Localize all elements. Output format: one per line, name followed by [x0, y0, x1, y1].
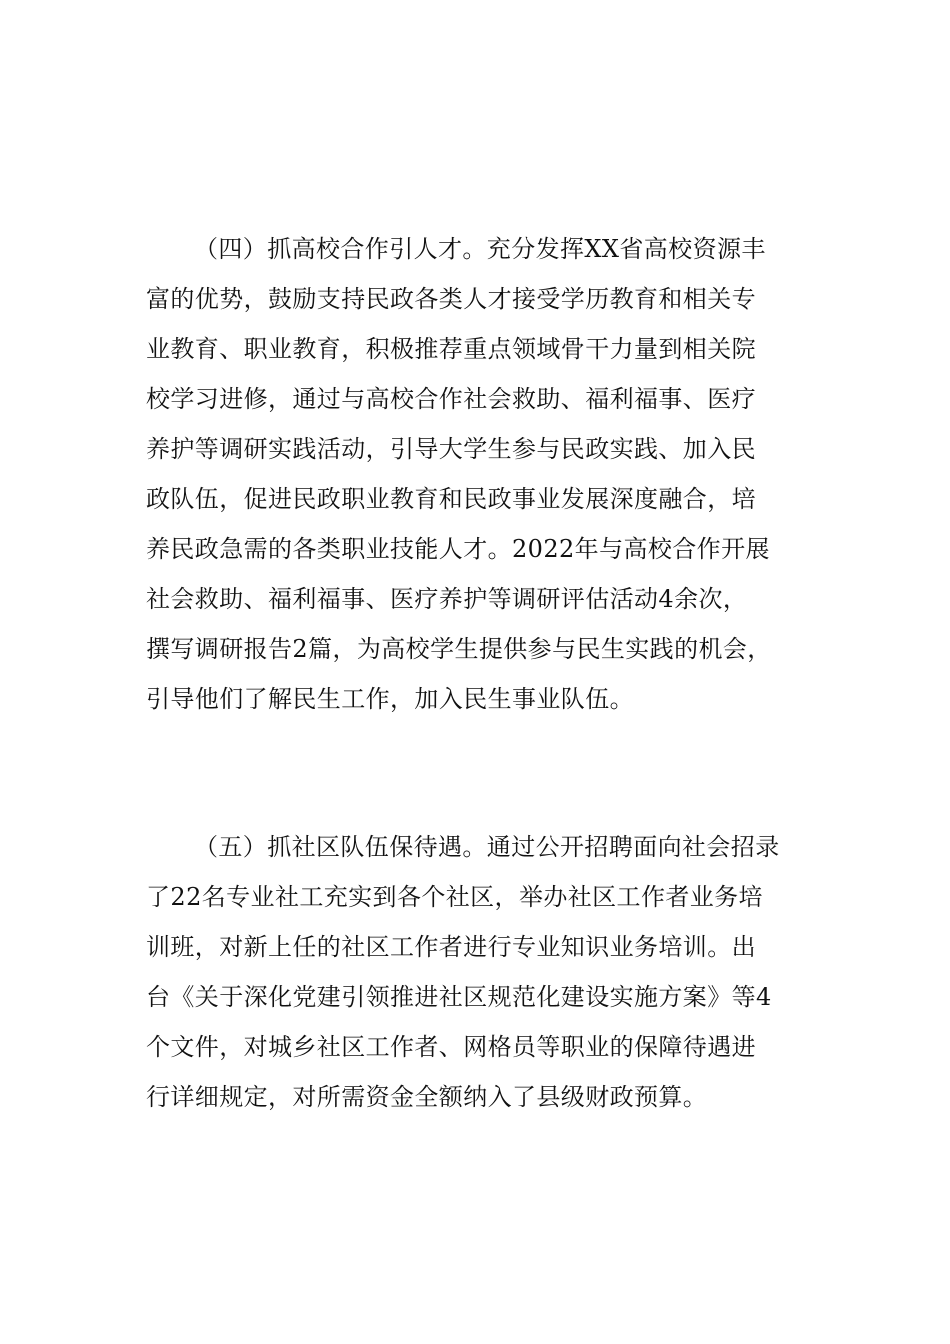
paragraph-four-line: 社会救助、福利福事、医疗养护等调研评估活动4余次， — [146, 585, 748, 613]
paragraph-four-line: 政队伍，促进民政职业教育和民政事业发展深度融合，培 — [146, 485, 756, 513]
paragraph-four-line: 撰写调研报告2篇，为高校学生提供参与民生实践的机会， — [146, 635, 772, 663]
paragraph-four-line: 养护等调研实践活动，引导大学生参与民政实践、加入民 — [146, 435, 756, 463]
paragraph-five-line: 训班，对新上任的社区工作者进行专业知识业务培训。出 — [146, 933, 756, 961]
paragraph-five-line: 台《关于深化党建引领推进社区规范化建设实施方案》等4 — [146, 983, 772, 1011]
paragraph-four-line: 业教育、职业教育，积极推荐重点领域骨干力量到相关院 — [146, 335, 756, 363]
paragraph-four-line: 养民政急需的各类职业技能人才。2022年与高校合作开展 — [146, 535, 770, 563]
paragraph-five-line: 个文件，对城乡社区工作者、网格员等职业的保障待遇进 — [146, 1033, 756, 1061]
paragraph-four-line: 富的优势，鼓励支持民政各类人才接受学历教育和相关专 — [146, 285, 756, 313]
paragraph-four-line: 引导他们了解民生工作，加入民生事业队伍。 — [146, 685, 634, 713]
paragraph-five-line: （五）抓社区队伍保待遇。通过公开招聘面向社会招录 — [194, 833, 780, 861]
paragraph-four-line: 校学习进修，通过与高校合作社会救助、福利福事、医疗 — [146, 385, 756, 413]
paragraph-five-line: 了22名专业社工充实到各个社区，举办社区工作者业务培 — [146, 883, 763, 911]
paragraph-four-line: （四）抓高校合作引人才。充分发挥XX省高校资源丰 — [194, 235, 766, 263]
paragraph-five-line: 行详细规定，对所需资金全额纳入了县级财政预算。 — [146, 1083, 708, 1111]
